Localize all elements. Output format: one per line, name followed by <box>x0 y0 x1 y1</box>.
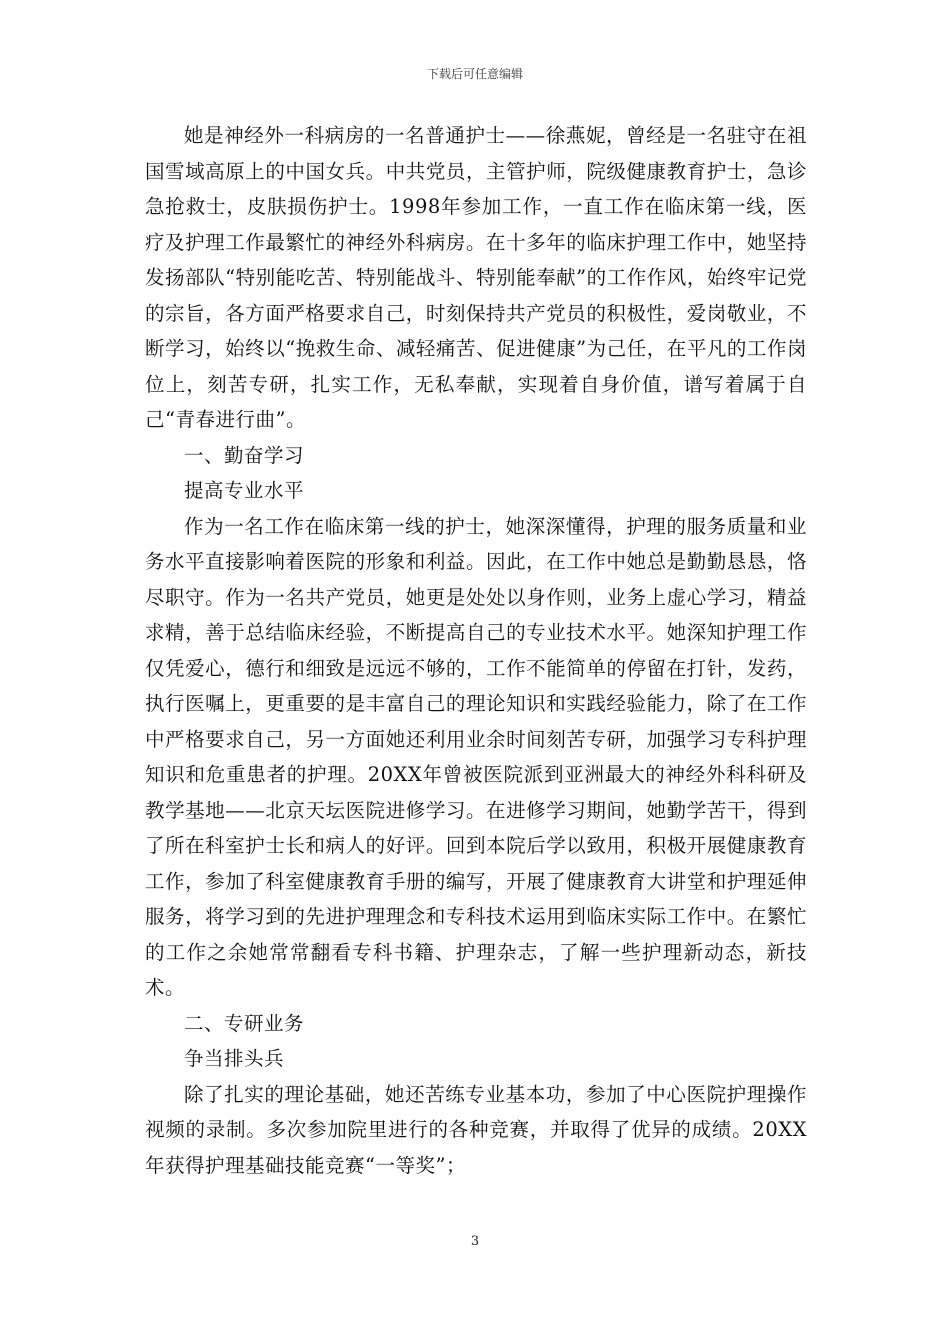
page-header: 下载后可任意编辑 <box>426 67 523 81</box>
paragraph-skills: 除了扎实的理论基础，她还苦练专业基本功，参加了中心医院护理操作视频的录制。多次参加院里进行的各种竞赛，并取得了优异的成绩。20XX年获得护理基础技能竞赛“一等奖”； <box>145 1082 807 1177</box>
paragraph-intro: 她是神经外一科病房的一名普通护士——徐燕妮，曾经是一名驻守在祖国雪域高原上的中国女兵。中共党员，主管护师，院级健康教育护士，急诊急抢救士，皮肤损伤护士。1998年参加工作，一直工作在临床第一线，医疗及护理工作最繁忙的神经外科病房。在十多年的临床护理工作中，她坚持发扬部队“特别能吃苦、特别能战斗、特别能奉献”的工作作风，始终牢记党的宗旨，各方面严格要求自己，时刻保持共产党员的积极性，爱岗敬业，不断学习，始终以“挽救生命、减轻痛苦、促进健康”为己任，在平凡的工作岗位上，刻苦专研，扎实工作，无私奉献，实现着自身价值，谱写着属于自己“青春进行曲”。 <box>145 124 807 431</box>
page-number: 3 <box>470 1234 480 1249</box>
section-heading-1: 一、勤奋学习 <box>184 443 305 467</box>
document-body <box>145 118 807 1183</box>
section-subheading-1: 提高专业水平 <box>184 479 305 502</box>
section-subheading-2: 争当排头兵 <box>184 1047 285 1070</box>
paragraph-study: 作为一名工作在临床第一线的护士，她深深懂得，护理的服务质量和业务水平直接影响着医院的形象和利益。因此，在工作中她总是勤勤恳恳，恪尽职守。作为一名共产党员，她更是处处以身作则，业务上虚心学习，精益求精，善于总结临床经验，不断提高自己的专业技术水平。她深知护理工作仅凭爱心，德行和细致是远远不够的，工作不能简单的停留在打针，发药，执行医嘱上，更重要的是丰富自己的理论知识和实践经验能力，除了在工作中严格要求自己，另一方面她还利用业余时间刻苦专研，加强学习专科护理知识和危重患者的护理。20XX年曾被医院派到亚洲最大的神经外科科研及教学基地——北京天坛医院进修学习。在进修学习期间，她勤学苦干，得到了所在科室护士长和病人的好评。回到本院后学以致用，积极开展健康教育工作，参加了科室健康教育手册的编写，开展了健康教育大讲堂和护理延伸服务，将学习到的先进护理理念和专科技术运用到临床实际工作中。在繁忙的工作之余她常常翻看专科书籍、护理杂志，了解一些护理新动态，新技术。 <box>145 514 807 999</box>
section-heading-2: 二、专研业务 <box>184 1011 305 1035</box>
